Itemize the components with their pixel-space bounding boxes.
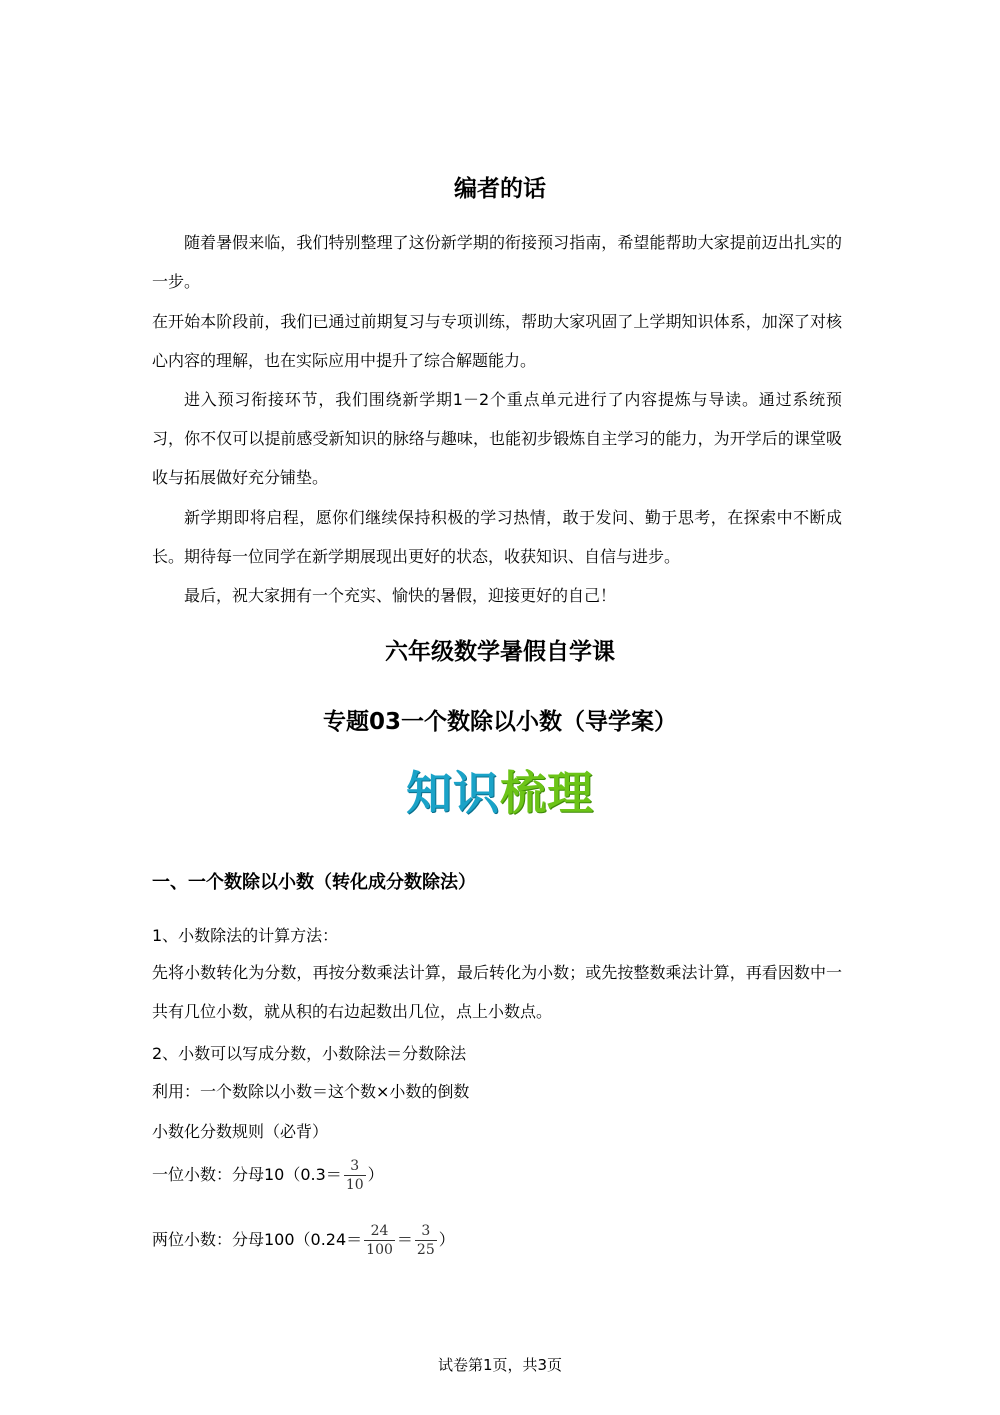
fraction-24-100: $\frac{24}{100}$ [366,1223,393,1258]
item-1-text: 先将小数转化为分数，再按分数乘法计算，最后转化为小数；或先按整数乘法计算，再看因数中一共有几位小数，就从积的右边起数出几位，点上小数点。 [152,963,842,1021]
course-title: 六年级数学暑假自学课 [385,639,615,665]
item-1-label: 1、小数除法的计算方法： [152,926,339,945]
fraction-3-10: $\frac{3}{10}$ [345,1158,364,1193]
rule-title: 小数化分数规则（必背） [152,1122,329,1141]
two-place-rule: 两位小数：分母100（0.24＝ $\frac{24}{100}$ ＝ $\frac{3}{25}$ ） [152,1223,455,1258]
page-footer: 试卷第1页，共3页 [437,1356,563,1374]
editor-paragraph-5: 最后，祝大家拥有一个充实、愉快的暑假，迎接更好的自己！ [184,586,617,605]
editor-paragraph-3: 进入预习衔接环节，我们围绕新学期1－2个重点单元进行了内容提炼与导读。通过系统预习，你不仅可以提前感受新知识的脉络与趣味，也能初步锻炼自主学习的能力，为开学后的课堂吸收与拓展做好充分铺垫。 [152,390,842,487]
two-place-label: 两位小数：分母100（0.24＝ [152,1230,363,1249]
editor-note-title: 编者的话 [454,176,546,202]
banner-part-2: 梳理 [500,766,594,820]
editor-paragraph-1: 随着暑假来临，我们特别整理了这份新学期的衔接预习指南，希望能帮助大家提前迈出扎实的一步。 [152,233,842,291]
section-heading: 一、一个数除以小数（转化成分数除法） [152,872,476,893]
use-text: 利用：一个数除以小数＝这个数×小数的倒数 [152,1082,470,1101]
one-place-label: 一位小数：分母10（0.3＝ [152,1165,342,1184]
editor-paragraph-4: 新学期即将启程，愿你们继续保持积极的学习热情，敢于发问、勤于思考，在探索中不断成长。期待每一位同学在新学期展现出更好的状态，收获知识、自信与进步。 [152,508,842,566]
topic-title: 专题03一个数除以小数（导学案） [322,709,677,735]
knowledge-review-banner [395,760,605,820]
banner-part-1: 知识 [406,766,500,820]
editor-paragraph-2: 在开始本阶段前，我们已通过前期复习与专项训练，帮助大家巩固了上学期知识体系，加深了对核心内容的理解，也在实际应用中提升了综合解题能力。 [152,312,842,370]
fraction-3-25: $\frac{3}{25}$ [416,1223,435,1258]
one-place-rule: 一位小数：分母10（0.3＝ $\frac{3}{10}$ ） [152,1158,384,1193]
item-2-label: 2、小数可以写成分数，小数除法＝分数除法 [152,1044,467,1063]
